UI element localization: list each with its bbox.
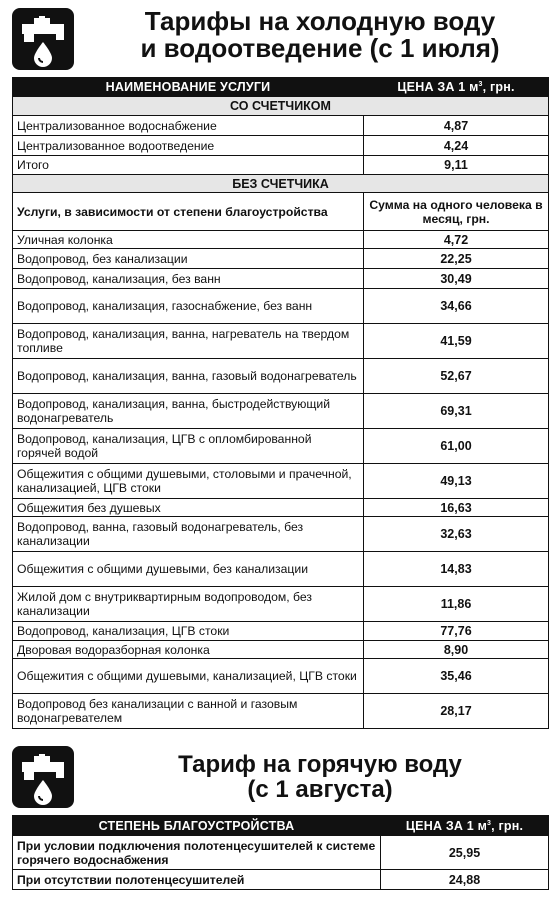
column-header-price: ЦЕНА ЗА 1 $м^3$, грн.: [364, 78, 549, 97]
service-name: Водопровод, канализация, ванна, газовый водонагреватель: [13, 359, 364, 394]
table-row: [13, 499, 549, 517]
subheader-sum: Сумма на одного человека в месяц, грн.: [364, 193, 549, 231]
table-row: [13, 289, 549, 324]
hot-title-line2: (с 1 августа): [247, 776, 393, 804]
service-price: 30,49: [364, 269, 549, 289]
table-row: [13, 552, 549, 587]
cold-title-line1: Тарифы на холодную воду: [144, 6, 496, 36]
section-title-no-meter: БЕЗ СЧЕТЧИКА: [13, 175, 549, 193]
table-row: [13, 231, 549, 249]
service-price: 28,17: [364, 694, 549, 729]
service-name: Централизованное водоснабжение: [13, 116, 364, 136]
water-tap-icon: [12, 746, 74, 808]
service-name: Жилой дом с внутриквартирным водопроводом, без канализации: [13, 587, 364, 622]
section-title-meter: СО СЧЕТЧИКОМ: [13, 97, 549, 116]
service-price: 24,88: [381, 870, 549, 890]
service-name: Общежития с общими душевыми, столовыми и прачечной, канализацией, ЦГВ стоки: [13, 464, 364, 499]
table-row: [13, 464, 549, 499]
table-row: [13, 394, 549, 429]
service-price: 35,46: [364, 659, 549, 694]
column-header-price: ЦЕНА ЗА 1 $м^3$, грн.: [381, 816, 549, 836]
table-row: [13, 836, 549, 870]
service-name: Общежития без душевых: [13, 499, 364, 517]
service-name: При отсутствии полотенцесушителей: [13, 870, 381, 890]
service-name: Водопровод, без канализации: [13, 249, 364, 269]
service-name: Централизованное водоотведение: [13, 136, 364, 156]
service-price: 4,87: [364, 116, 549, 136]
table-row: [13, 136, 549, 156]
service-name: При условии подключения полотенцесушителей к системе горячего водоснабжения: [13, 836, 381, 870]
service-name: Водопровод, канализация, без ванн: [13, 269, 364, 289]
service-name: Водопровод, ванна, газовый водонагреватель, без канализации: [13, 517, 364, 552]
hot-title: [80, 752, 560, 802]
hot-table-header: [13, 816, 549, 836]
cold-title-line2: и водоотведение (с 1 июля): [140, 33, 500, 64]
service-price: 77,76: [364, 622, 549, 641]
service-price: 22,25: [364, 249, 549, 269]
service-price: 41,59: [364, 324, 549, 359]
service-name: Уличная колонка: [13, 231, 364, 249]
service-price: 4,24: [364, 136, 549, 156]
service-price: 8,90: [364, 641, 549, 659]
table-row: [13, 269, 549, 289]
table-row: [13, 156, 549, 175]
subheader-services: Услуги, в зависимости от степени благоустройства: [13, 193, 364, 231]
table-row: [13, 324, 549, 359]
hot-title-line1: Тариф на горячую воду: [178, 751, 462, 778]
service-name: Общежития с общими душевыми, без канализации: [13, 552, 364, 587]
section-row: [13, 175, 549, 193]
service-price: 14,83: [364, 552, 549, 587]
hot-water-table: [12, 815, 549, 890]
table-row: [13, 641, 549, 659]
service-price: 69,31: [364, 394, 549, 429]
table-row: [13, 116, 549, 136]
subheader-row: [13, 193, 549, 231]
service-price: 11,86: [364, 587, 549, 622]
hot-header: [0, 742, 560, 814]
service-name: Водопровод, канализация, ванна, быстродействующий водонагреватель: [13, 394, 364, 429]
service-price: 25,95: [381, 836, 549, 870]
table-row: [13, 517, 549, 552]
service-price: 61,00: [364, 429, 549, 464]
table-row: [13, 622, 549, 641]
service-price: 9,11: [364, 156, 549, 175]
service-price: 32,63: [364, 517, 549, 552]
table-row: [13, 359, 549, 394]
service-name: Водопровод, канализация, ванна, нагреватель на твердом топливе: [13, 324, 364, 359]
service-price: 16,63: [364, 499, 549, 517]
water-tap-icon: [12, 8, 74, 70]
service-name: Водопровод, канализация, ЦГВ с опломбированной горячей водой: [13, 429, 364, 464]
service-price: 34,66: [364, 289, 549, 324]
table-row: [13, 429, 549, 464]
service-price: 4,72: [364, 231, 549, 249]
service-price: 52,67: [364, 359, 549, 394]
table-row: [13, 870, 549, 890]
cold-table-header: [13, 78, 549, 97]
service-name: Водопровод, канализация, ЦГВ стоки: [13, 622, 364, 641]
column-header-degree: СТЕПЕНЬ БЛАГОУСТРОЙСТВА: [13, 816, 381, 836]
service-price: 49,13: [364, 464, 549, 499]
table-row: [13, 249, 549, 269]
service-name: Общежития с общими душевыми, канализацией, ЦГВ стоки: [13, 659, 364, 694]
section-row: [13, 97, 549, 116]
service-name: Дворовая водоразборная колонка: [13, 641, 364, 659]
cold-title: [80, 8, 560, 63]
service-name: Итого: [13, 156, 364, 175]
table-row: [13, 694, 549, 729]
cold-water-table: [12, 77, 549, 729]
table-row: [13, 659, 549, 694]
column-header-service: НАИМЕНОВАНИЕ УСЛУГИ: [13, 78, 364, 97]
service-name: Водопровод, канализация, газоснабжение, без ванн: [13, 289, 364, 324]
cold-header: [0, 0, 560, 74]
table-row: [13, 587, 549, 622]
service-name: Водопровод без канализации с ванной и газовым водонагревателем: [13, 694, 364, 729]
